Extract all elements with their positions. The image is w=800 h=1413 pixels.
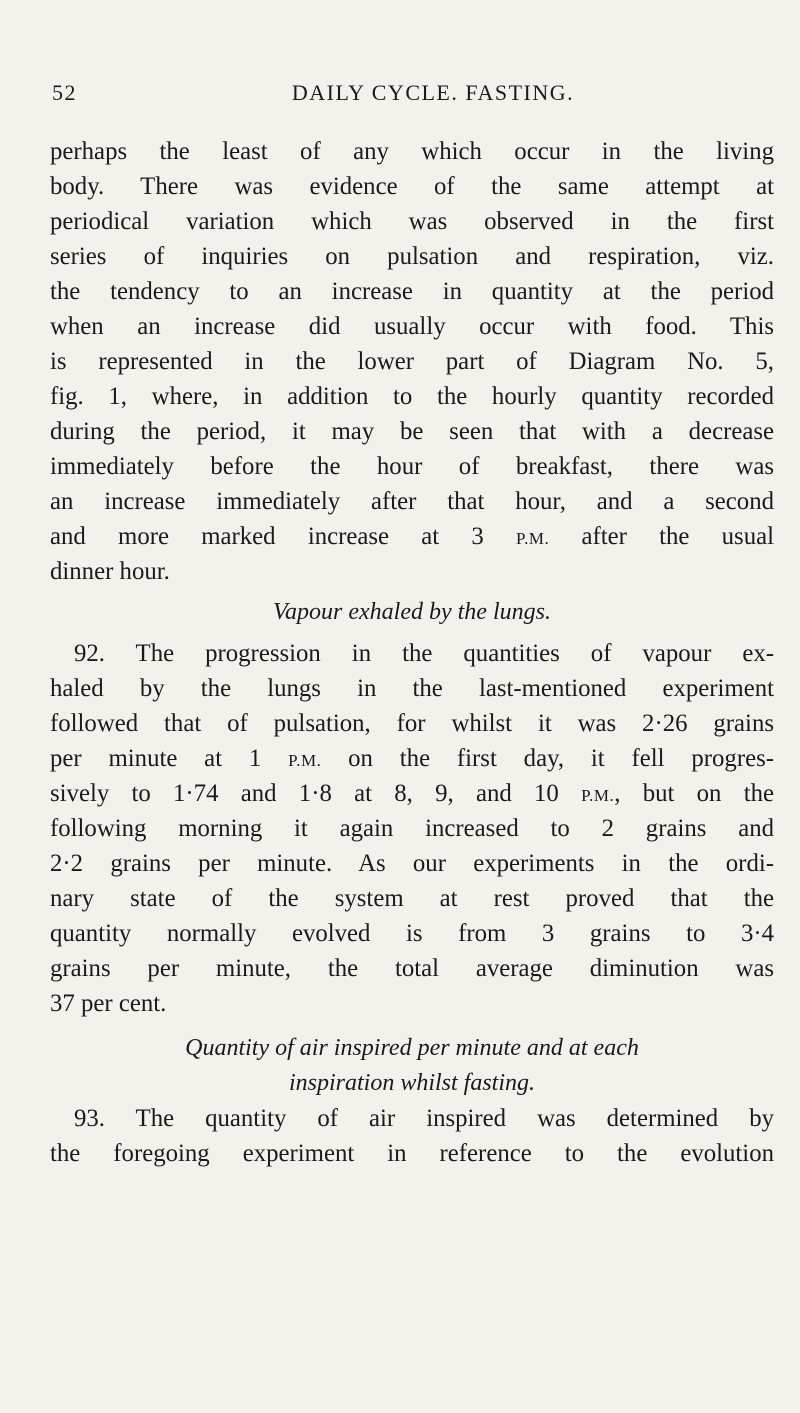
text-line: 37 per cent. (50, 990, 167, 1017)
running-title: DAILY CYCLE. FASTING. (291, 80, 575, 105)
text-line: the foregoing experiment in reference to the evolution (50, 1140, 774, 1167)
text-line: during the period, it may be seen that with a decrease (50, 418, 774, 445)
text-line: fig. 1, where, in addition to the hourly quantity recorded (50, 383, 774, 410)
text-line: and more marked increase at 3 P.M. after the usual (50, 523, 774, 550)
text-line: per minute at 1 P.M. on the first day, it fell progres- (50, 745, 774, 772)
section-heading-air-inspired: Quantity of air inspired per minute and at each (185, 1035, 639, 1061)
text-line: perhaps the least of any which occur in the living (50, 138, 774, 165)
paragraph-1 (50, 134, 774, 589)
text-line: body. There was evidence of the same attempt at (50, 173, 774, 200)
text-line: is represented in the lower part of Diagram No. 5, (50, 348, 774, 375)
text-line: dinner hour. (50, 558, 170, 585)
text-line: 92. The progression in the quantities of vapour ex- (74, 640, 774, 667)
page-number: 52 (52, 80, 77, 105)
text-line: haled by the lungs in the last-mentioned experiment (50, 675, 774, 702)
text-line: when an increase did usually occur with food. This (50, 313, 774, 340)
text-line: series of inquiries on pulsation and respiration, viz. (50, 243, 774, 270)
text-line: periodical variation which was observed in the first (50, 208, 774, 235)
body-text (50, 134, 774, 1171)
section-heading-air-inspired-cont: inspiration whilst fasting. (288, 1070, 536, 1096)
text-line: nary state of the system at rest proved that the (50, 885, 774, 912)
paragraph-93 (50, 1101, 774, 1171)
text-line: quantity normally evolved is from 3 grains to 3·4 (50, 920, 774, 947)
text-line: grains per minute, the total average diminution was (50, 955, 774, 982)
text-line: followed that of pulsation, for whilst it was 2·26 grains (50, 710, 774, 737)
section-heading-vapour: Vapour exhaled by the lungs. (273, 599, 551, 625)
text-line: 93. The quantity of air inspired was determined by (74, 1105, 774, 1132)
text-line: following morning it again increased to 2 grains and (50, 815, 774, 842)
text-line: an increase immediately after that hour, and a second (50, 488, 774, 515)
text-line: sively to 1·74 and 1·8 at 8, 9, and 10 P.M., but on the (50, 780, 775, 807)
page-header (52, 80, 774, 114)
paragraph-92 (50, 636, 774, 1021)
text-line: the tendency to an increase in quantity at the period (50, 278, 774, 305)
text-line: 2·2 grains per minute. As our experiments in the ordi- (50, 850, 774, 877)
text-line: immediately before the hour of breakfast, there was (50, 453, 774, 480)
